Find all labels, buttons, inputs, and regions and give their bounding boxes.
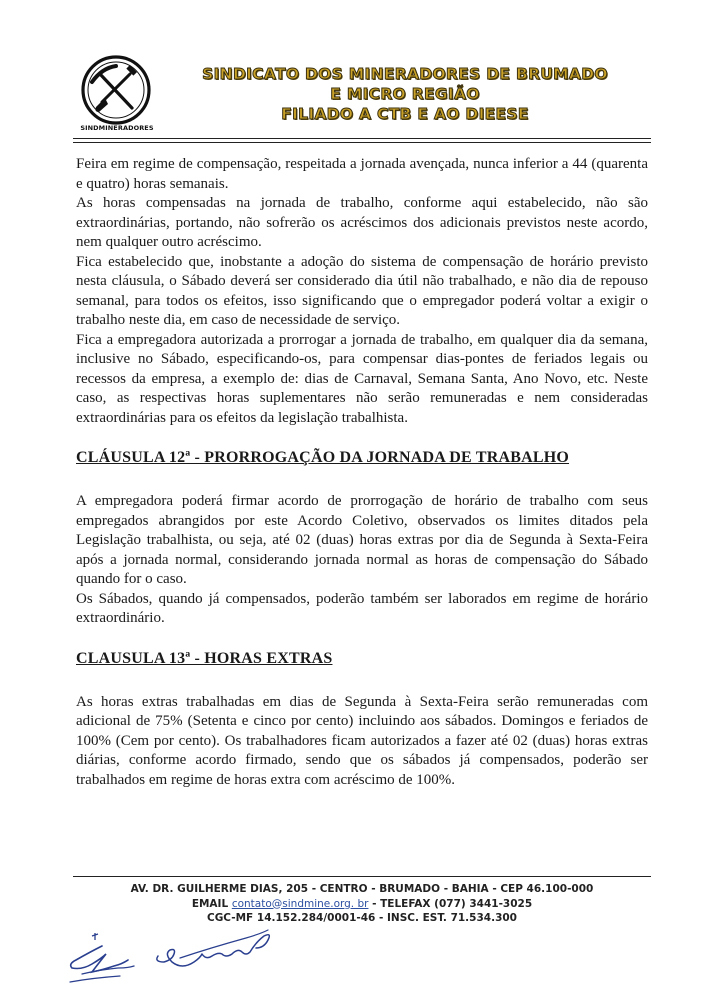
paragraph-4: Fica a empregadora autorizada a prorrogar a jornada de trabalho, em qualquer dia da semana, inclusive no Sábado, especificando-os, para compensar dias-pontes de feriados legais ou recessos da empresa, a exemplo de: dias de Carnaval, Semana Santa, Ano Novo, etc. Neste caso, as respectivas horas suplementares não serão remuneradas e nem consideradas extraordinárias para os efeitos da legislação trabalhista. [76, 331, 648, 426]
header-rule-bottom [73, 142, 651, 143]
letterhead-title [165, 64, 645, 124]
clause-13-heading: CLAUSULA 13ª - HORAS EXTRAS [76, 649, 333, 667]
clause-12-paragraph-2: Os Sábados, quando já compensados, poderão também ser laborados em regime de horário extraordinário. [76, 590, 648, 626]
crossed-pickaxe-shovel-icon [78, 52, 154, 128]
clause-13-paragraph-1: As horas extras trabalhadas em dias de Segunda à Sexta-Feira serão remuneradas com adicional de 75% (Setenta e cinco por cento) incluindo aos sábados. Domingos e feriados de 100% (Cem por cento). Os trabalhadores ficam autorizados a fazer até 02 (duas) horas extras diárias, conforme acordo firmado, sendo que os sábados já compensados, poderão ser trabalhados em regime de horas extra com acréscimo de 100%. [76, 693, 648, 788]
handwritten-signature-icon [150, 918, 280, 978]
footer-rule [73, 876, 651, 877]
clause-12-paragraph-1: A empregadora poderá firmar acordo de prorrogação de horário de trabalho com seus empregados abrangidos por este Acordo Coletivo, observados os limites ditados pela Legislação trabalhista, ou seja, até 02 (duas) horas extras por dia de Segunda à Sexta-Feira após a jornada normal, considerando jornada normal as horas de compensação do Sábado quando for o caso. [76, 493, 648, 587]
paragraph-3: Fica estabelecido que, inobstante a adoção do sistema de compensação de horário previsto nesta cláusula, o Sábado deverá ser considerado dia útil não trabalhado, e não dia de repouso semanal, para todos os efeitos, isso significando que o empregador poderá voltar a exigir o trabalho neste dia, em caso de necessidade de serviço. [76, 253, 648, 328]
paragraph-2: As horas compensadas na jornada de trabalho, conforme aqui estabelecido, não são extraordinárias, portando, não sofrerão os acréscimos dos adicionais previstos neste acordo, nem qualquer outro acréscimo. [76, 195, 648, 250]
document-body [76, 155, 648, 790]
logo-label: SINDMINERADORES [80, 124, 154, 132]
email-label: EMAIL [191, 897, 229, 910]
footer-contact [73, 897, 651, 912]
letterhead-line-2: E MICRO REGIÃO [330, 85, 480, 103]
union-logo [78, 52, 154, 130]
clause-12-heading: CLÁUSULA 12ª - PRORROGAÇÃO DA JORNADA DE TRABALHO [76, 449, 570, 466]
letterhead-line-1: SINDICATO DOS MINERADORES DE BRUMADO [202, 65, 608, 83]
header-rule-top [73, 138, 651, 139]
paragraph-1: Feira em regime de compensação, respeitada a jornada avençada, nunca inferior a 44 (quarenta e quatro) horas semanais. [76, 156, 648, 192]
letterhead-line-3: FILIADO A CTB E AO DIEESE [281, 105, 529, 123]
footer-registration: CGC-MF 14.152.284/0001-46 - INSC. EST. 71.534.300 [206, 912, 517, 924]
telefax: - TELEFAX (077) 3441-3025 [372, 897, 533, 910]
handwritten-signature-icon [62, 930, 144, 986]
footer-address: AV. DR. GUILHERME DIAS, 205 - CENTRO - BRUMADO - BAHIA - CEP 46.100-000 [130, 883, 594, 895]
email-link[interactable]: contato@sindmine.org. br [231, 897, 369, 910]
